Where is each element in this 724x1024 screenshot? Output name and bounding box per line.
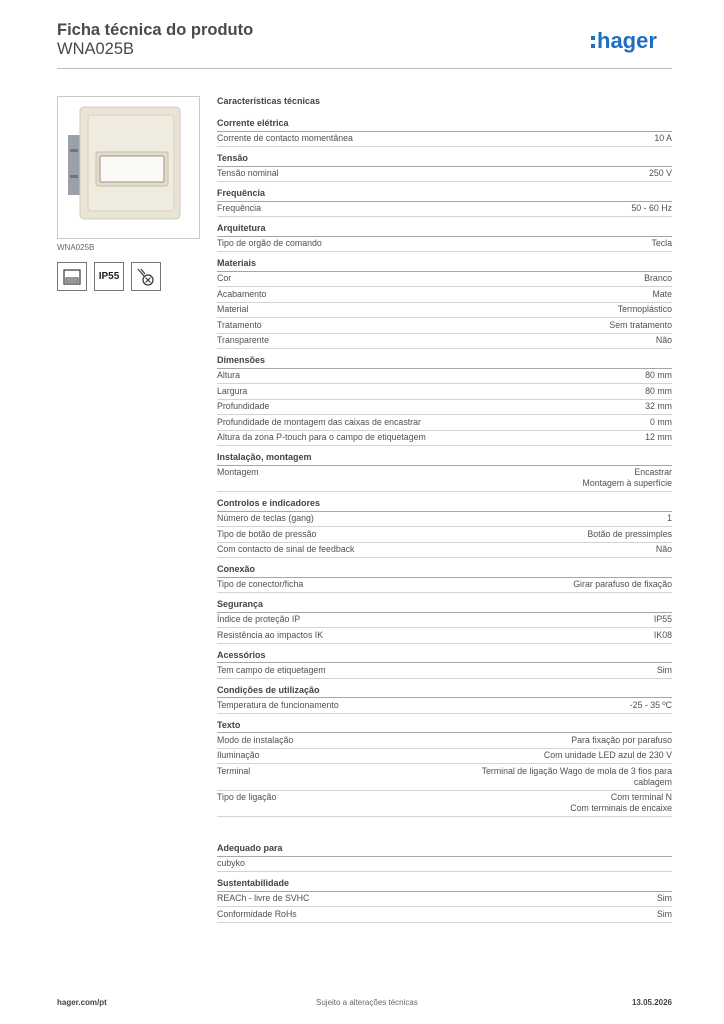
spec-label: REACh - livre de SVHC [217, 893, 310, 904]
spec-row [217, 749, 672, 765]
spec-row [217, 764, 672, 791]
spec-value: Terminal de ligação Wago de mola de 3 fios para cablagem [481, 765, 672, 787]
hager-logo [590, 27, 672, 57]
section-heading: Conexão [217, 563, 672, 578]
spec-value: Branco [644, 273, 672, 284]
spec-label: Tipo de ligação [217, 792, 277, 803]
section-heading: Acessórios [217, 649, 672, 664]
spec-value: Com unidade LED azul de 230 V [543, 750, 672, 761]
section-heading: Segurança [217, 598, 672, 613]
spec-label: Tem campo de etiquetagem [217, 664, 326, 675]
spec-row [217, 400, 672, 416]
spec-label: Profundidade de montagem das caixas de encastrar [217, 416, 421, 427]
spec-row [217, 369, 672, 385]
spec-row [217, 907, 672, 923]
product-image [57, 96, 200, 239]
section-heading: Condições de utilização [217, 684, 672, 699]
header-divider [57, 68, 672, 69]
spec-section [217, 649, 672, 679]
spec-label: Acabamento [217, 288, 267, 299]
spec-label: Modo de instalação [217, 734, 294, 745]
spec-label: Tensão nominal [217, 168, 279, 179]
surface-mount-icon [131, 262, 161, 291]
spec-value: IK08 [653, 629, 672, 640]
specs-title: Características técnicas [217, 96, 321, 106]
spec-label: Tipo de orgão de comando [217, 238, 322, 249]
footer-date: 13.05.2026 [631, 998, 672, 1007]
section-heading: Instalação, montagem [217, 451, 672, 466]
spec-row [217, 318, 672, 334]
spec-row [217, 303, 672, 319]
spec-row [217, 132, 672, 148]
spec-value: -25 - 35 ºC [629, 699, 672, 710]
spec-section [217, 684, 672, 714]
section-heading: Sustentabilidade [217, 877, 672, 892]
labelling-field-icon [57, 262, 87, 291]
feature-icons [57, 262, 161, 291]
spec-row [217, 791, 672, 818]
spec-row [217, 613, 672, 629]
spec-label: Tratamento [217, 319, 262, 330]
spec-value: Sim [656, 893, 672, 904]
spec-value: Para fixação por parafuso [571, 734, 672, 745]
spec-label: Cor [217, 273, 232, 284]
section-heading: Dimensões [217, 354, 672, 369]
spec-label: Índice de proteção IP [217, 614, 301, 625]
spec-label: Tipo de conector/ficha [217, 579, 304, 590]
spec-value: Com terminal N Com terminais de encaixe [570, 792, 672, 814]
spec-label: Resistência ao impactos IK [217, 629, 324, 640]
spec-row [217, 892, 672, 908]
spec-label: Material [217, 304, 249, 315]
spec-row [217, 384, 672, 400]
spec-value: 250 V [649, 168, 672, 179]
spec-section [217, 257, 672, 349]
spec-value: Girar parafuso de fixação [573, 579, 672, 590]
section-heading: Materiais [217, 257, 672, 272]
spec-value: 50 - 60 Hz [631, 203, 672, 214]
spec-section [217, 497, 672, 558]
spec-section [217, 719, 672, 818]
ip55-badge: IP55 [94, 262, 124, 291]
spec-section [217, 117, 672, 147]
spec-row [217, 466, 672, 493]
spec-section [217, 598, 672, 644]
spec-section [217, 563, 672, 593]
spec-row [217, 733, 672, 749]
spec-row [217, 237, 672, 253]
section-heading: Controlos e indicadores [217, 497, 672, 512]
spec-row [217, 512, 672, 528]
spec-section [217, 354, 672, 446]
spec-value: IP55 [653, 614, 672, 625]
spec-row [217, 334, 672, 350]
spec-value: Botão de pressimples [587, 528, 672, 539]
spec-section [217, 451, 672, 492]
product-code: WNA025B [57, 40, 135, 58]
section-spacer [217, 817, 672, 837]
spec-label: Corrente de contacto momentânea [217, 133, 353, 144]
spec-value: 32 mm [645, 401, 672, 412]
spec-label: Largura [217, 385, 248, 396]
spec-value: 80 mm [645, 385, 672, 396]
spec-label: Frequência [217, 203, 262, 214]
spec-value: Sem tratamento [609, 319, 672, 330]
spec-row [217, 857, 672, 873]
spec-label: Com contacto de sinal de feedback [217, 544, 355, 555]
spec-section [217, 842, 672, 872]
spec-row [217, 527, 672, 543]
spec-value: Tecla [651, 238, 672, 249]
spec-value: 80 mm [645, 370, 672, 381]
spec-value: Encastrar Montagem à superfície [582, 467, 672, 489]
section-heading: Texto [217, 719, 672, 734]
brand-wordmark: hager [597, 28, 657, 53]
spec-label: Tipo de botão de pressão [217, 528, 317, 539]
spec-label: Montagem [217, 467, 259, 478]
spec-label: Altura da zona P-touch para o campo de etiquetagem [217, 432, 426, 443]
spec-row [217, 415, 672, 431]
spec-label: Profundidade [217, 401, 270, 412]
spec-row [217, 167, 672, 183]
spec-label: Terminal [217, 765, 251, 776]
section-heading: Arquitetura [217, 222, 672, 237]
spec-label: Transparente [217, 335, 269, 346]
spec-label: Conformidade RoHs [217, 908, 297, 919]
spec-row [217, 628, 672, 644]
spec-value: Não [655, 544, 672, 555]
footer-notice: Sujeito a alterações técnicas [316, 998, 418, 1007]
spec-value: Mate [652, 288, 672, 299]
spec-value: 0 mm [650, 416, 672, 427]
spec-section [217, 152, 672, 182]
spec-section [217, 222, 672, 252]
image-caption: WNA025B [57, 243, 95, 252]
spec-row [217, 663, 672, 679]
spec-label: Altura [217, 370, 240, 381]
spec-value: 12 mm [645, 432, 672, 443]
spec-label: Número de teclas (gang) [217, 513, 314, 524]
spec-row [217, 202, 672, 218]
spec-label: Temperatura de funcionamento [217, 699, 339, 710]
spec-row [217, 578, 672, 594]
section-heading: Adequado para [217, 842, 672, 857]
section-heading: Tensão [217, 152, 672, 167]
spec-value: Sim [656, 664, 672, 675]
technical-specifications [217, 95, 672, 923]
spec-row [217, 698, 672, 714]
spec-row [217, 431, 672, 447]
spec-value: Termoplástico [617, 304, 672, 315]
document-title: Ficha técnica do produto [57, 21, 254, 39]
spec-value: 1 [667, 513, 672, 524]
spec-row [217, 272, 672, 288]
spec-value: Não [655, 335, 672, 346]
spec-label: Iluminação [217, 750, 260, 761]
spec-section [217, 187, 672, 217]
footer-website: hager.com/pt [57, 998, 107, 1007]
spec-value: Sim [656, 908, 672, 919]
spec-section [217, 877, 672, 923]
spec-row [217, 543, 672, 559]
spec-row [217, 287, 672, 303]
spec-value: 10 A [654, 133, 672, 144]
section-heading: Corrente elétrica [217, 117, 672, 132]
section-heading: Frequência [217, 187, 672, 202]
spec-label: cubyko [217, 858, 245, 869]
